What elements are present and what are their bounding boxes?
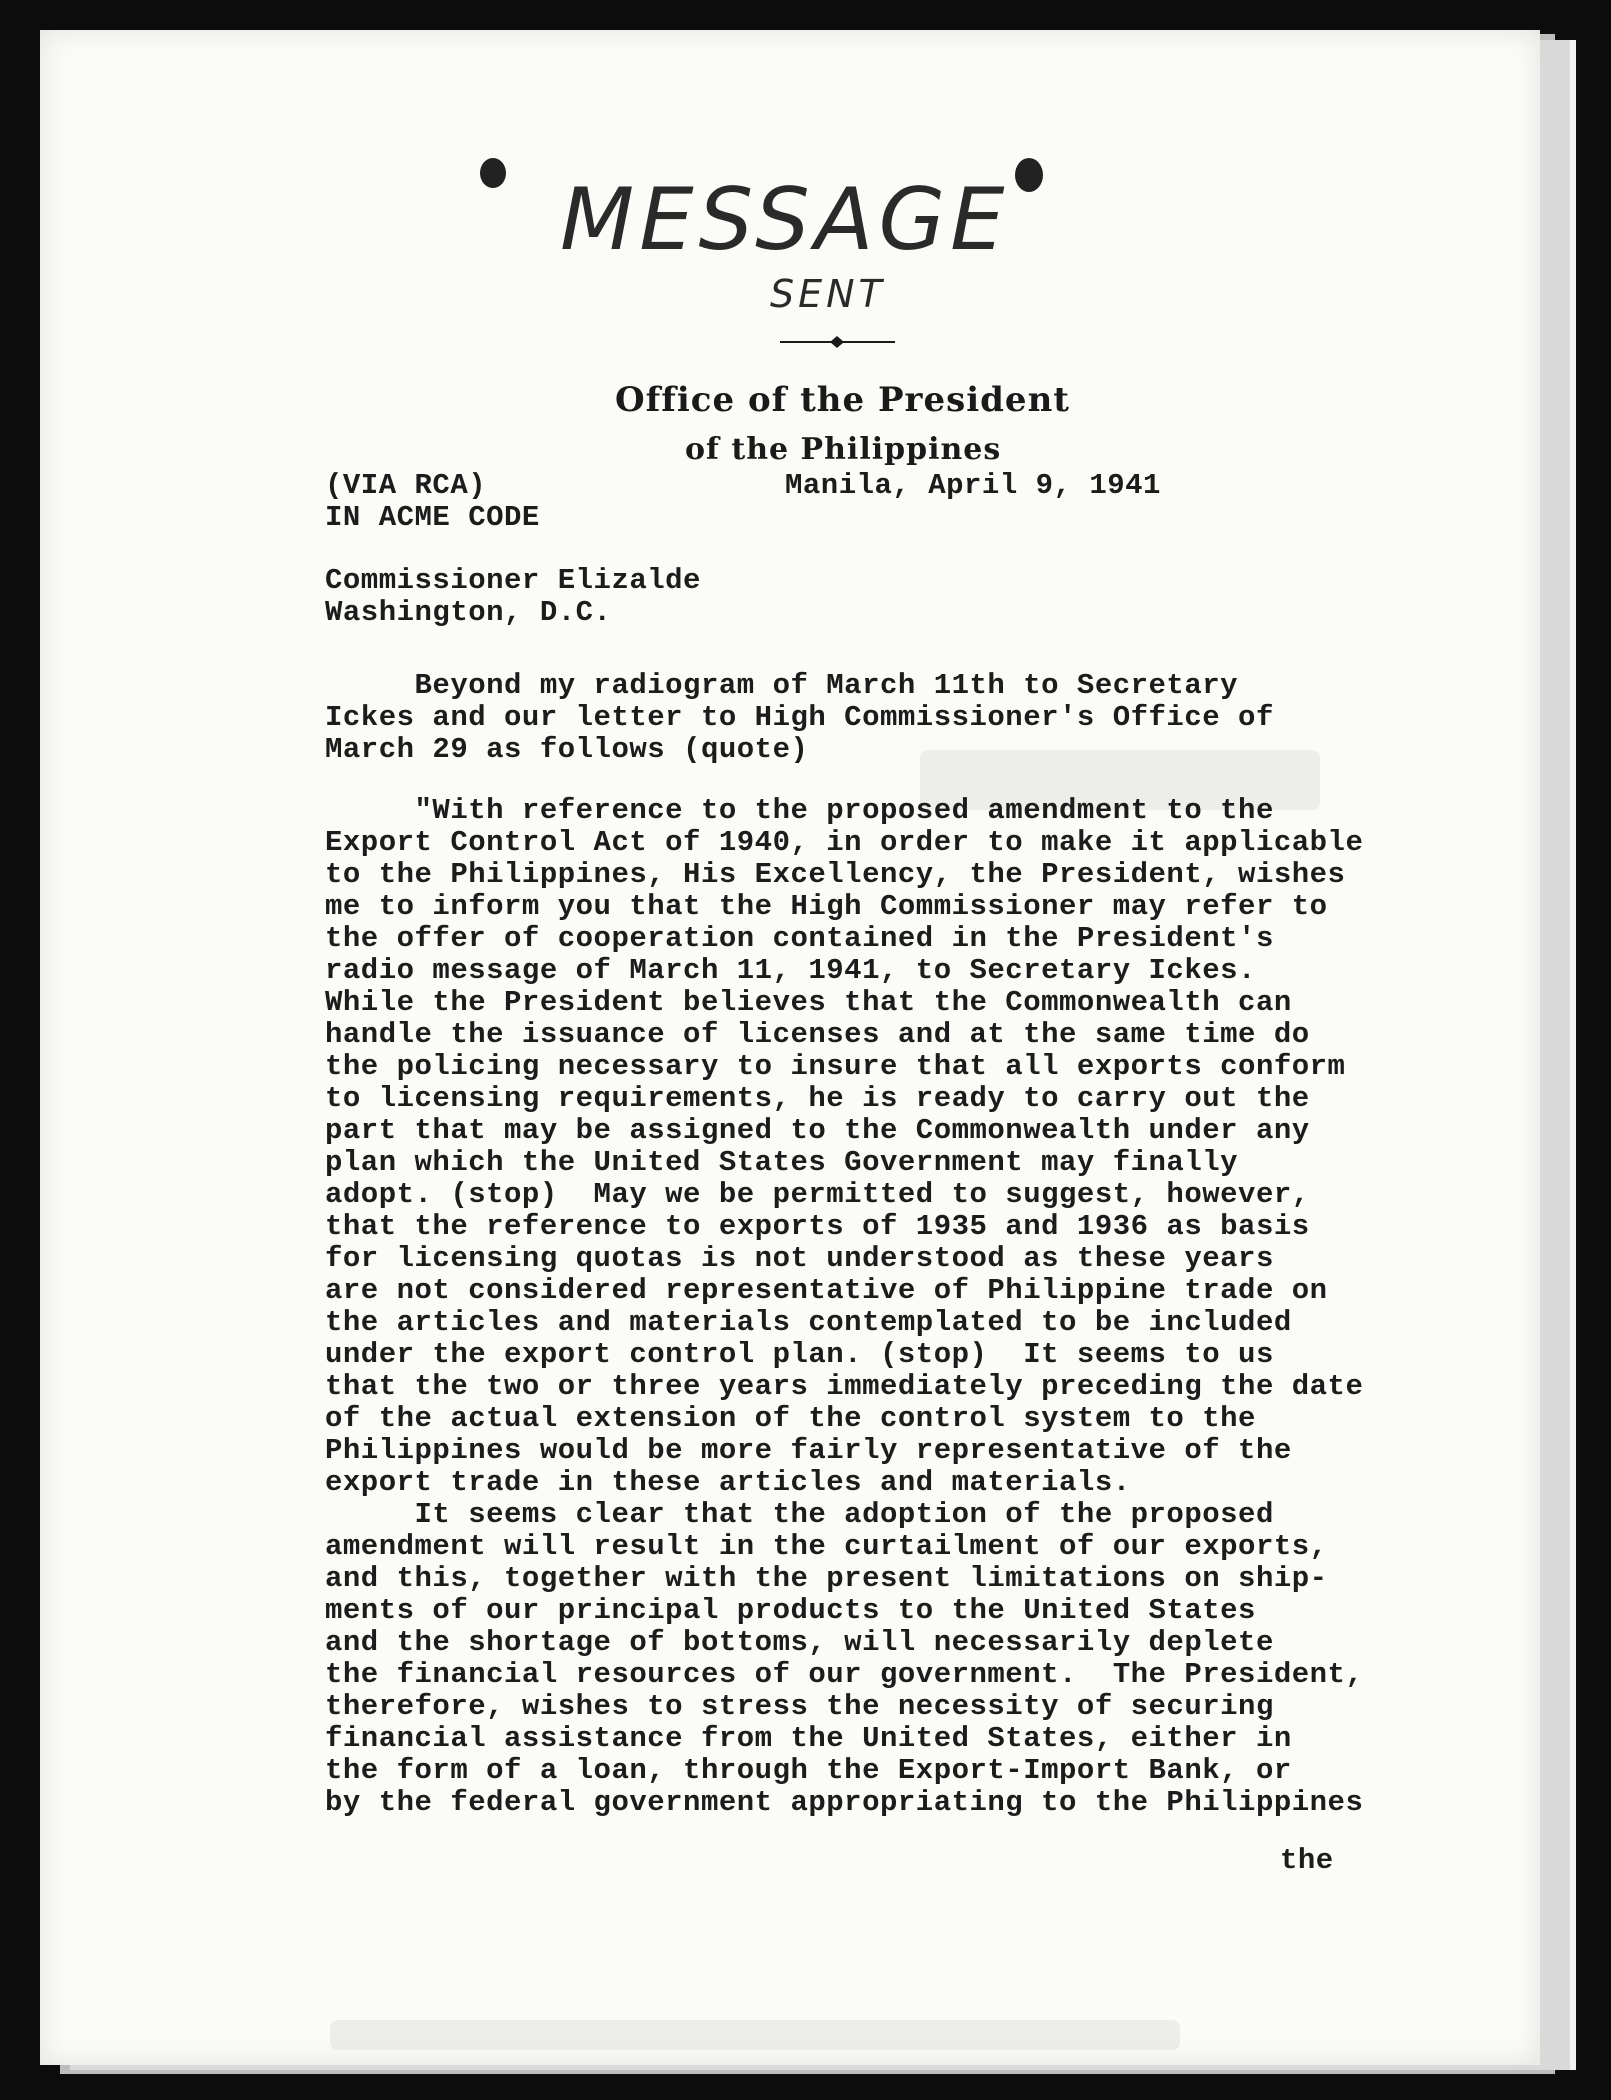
divider-ornament-icon: [780, 335, 895, 349]
message-title: MESSAGE: [560, 170, 1010, 270]
text-line: by the federal government appropriating to the Philippines: [325, 1786, 1364, 1819]
text-line: handle the issuance of licenses and at the same time do: [325, 1018, 1310, 1051]
text-line: radio message of March 11, 1941, to Secretary Ickes.: [325, 954, 1256, 987]
bottom-bleed-through: [330, 2020, 1180, 2050]
text-line: that the two or three years immediately preceding the date: [325, 1370, 1364, 1403]
office-letterhead-sub: of the Philippines: [685, 432, 1002, 467]
text-line: to licensing requirements, he is ready to carry out the: [325, 1082, 1310, 1115]
text-line: It seems clear that the adoption of the proposed: [325, 1498, 1274, 1531]
text-line: adopt. (stop) May we be permitted to suggest, however,: [325, 1178, 1310, 1211]
text-line: me to inform you that the High Commissioner may refer to: [325, 890, 1328, 923]
text-line: export trade in these articles and materials.: [325, 1466, 1131, 1499]
text-line: the policing necessary to insure that all exports conform: [325, 1050, 1346, 1083]
text-line: that the reference to exports of 1935 and 1936 as basis: [325, 1210, 1310, 1243]
text-line: of the actual extension of the control system to the: [325, 1402, 1256, 1435]
text-line: and the shortage of bottoms, will necessarily deplete: [325, 1626, 1274, 1659]
catchword: the: [1280, 1844, 1334, 1877]
message-sheet: [40, 30, 1540, 2065]
text-line: Philippines would be more fairly representative of the: [325, 1434, 1292, 1467]
text-line: plan which the United States Government may finally: [325, 1146, 1239, 1179]
addressee-name: Commissioner Elizalde: [325, 564, 701, 597]
text-line: the articles and materials contemplated to be included: [325, 1306, 1292, 1339]
text-line: ments of our principal products to the United States: [325, 1594, 1256, 1627]
ink-blot: [480, 158, 506, 188]
text-line: Ickes and our letter to High Commissioner's Office of: [325, 701, 1274, 734]
text-line: under the export control plan. (stop) It seems to us: [325, 1338, 1274, 1371]
text-line: While the President believes that the Commonwealth can: [325, 986, 1292, 1019]
office-letterhead: Office of the President: [615, 380, 1070, 420]
message-subtitle: SENT: [770, 272, 886, 316]
text-line: part that may be assigned to the Commonwealth under any: [325, 1114, 1310, 1147]
text-line: the offer of cooperation contained in the President's: [325, 922, 1274, 955]
text-line: to the Philippines, His Excellency, the President, wishes: [325, 858, 1346, 891]
text-line: the financial resources of our government. The President,: [325, 1658, 1364, 1691]
place-date: Manila, April 9, 1941: [785, 469, 1161, 502]
text-line: are not considered representative of Philippine trade on: [325, 1274, 1328, 1307]
routing-code: IN ACME CODE: [325, 501, 540, 534]
addressee-location: Washington, D.C.: [325, 596, 612, 629]
text-line: amendment will result in the curtailment of our exports,: [325, 1530, 1328, 1563]
text-line: Export Control Act of 1940, in order to make it applicable: [325, 826, 1364, 859]
ink-blot: [1015, 158, 1043, 192]
routing-via: (VIA RCA): [325, 469, 487, 502]
text-line: financial assistance from the United States, either in: [325, 1722, 1292, 1755]
text-line: "With reference to the proposed amendment to the: [325, 794, 1274, 827]
text-line: Beyond my radiogram of March 11th to Secretary: [325, 669, 1239, 702]
text-line: and this, together with the present limitations on ship-: [325, 1562, 1328, 1595]
text-line: March 29 as follows (quote): [325, 733, 809, 766]
text-line: for licensing quotas is not understood as these years: [325, 1242, 1274, 1275]
text-line: the form of a loan, through the Export-Import Bank, or: [325, 1754, 1292, 1787]
text-line: therefore, wishes to stress the necessity of securing: [325, 1690, 1274, 1723]
